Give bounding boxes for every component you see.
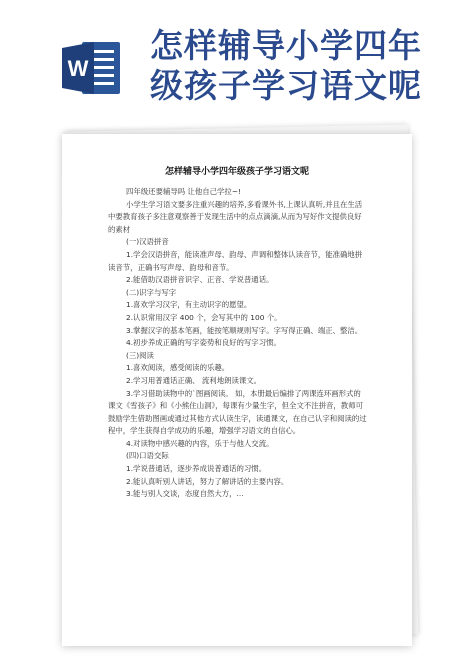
document-body xyxy=(108,186,368,501)
doc-line: 4.对读物中感兴趣的内容，乐于与他人交流。 xyxy=(126,438,274,448)
doc-line: 2.认识常用汉字 400 个，会写其中的 100 个。 xyxy=(126,312,282,322)
doc-line: 1.学会汉语拼音，能读准声母、韵母、声调和整体认读音节，能准确地拼读音节，正确书写声母、韵母和音节。 xyxy=(108,249,363,272)
banner-title-line1: 怎样辅导小学四年 xyxy=(150,26,422,65)
doc-line: 4.初步养成正确的写字姿势和良好的写字习惯。 xyxy=(126,338,281,348)
document-page xyxy=(62,134,412,646)
doc-line: 2.能借助汉语拼音识字、正音、学说普通话。 xyxy=(126,275,274,285)
banner-title xyxy=(150,26,470,106)
doc-line: 3.学习借助读物中的`图画阅读。 如，本册最后编排了两课连环画形式的课文《雪孩子》和《小熊住山洞》，每课有少量生字，但全文不注拼音，教师可鼓励学生借助图画或通过其他方式认读生字，读通课文，在自己认字和阅读的过程中，学生获得自学成功的乐趣，增强学习语文的自信心。 xyxy=(108,388,367,436)
doc-line: 1.喜欢阅读，感受阅读的乐趣。 xyxy=(126,363,230,373)
svg-text:W: W xyxy=(67,56,89,81)
doc-line: 2.学习用普通话正确、 流利地朗读课文。 xyxy=(126,375,262,385)
doc-line: 3.能与别人交谈，态度自然大方，... xyxy=(126,489,244,499)
doc-line: 3.掌握汉字的基本笔画，能按笔顺规则写字。字写得正确、端正、整洁。 xyxy=(126,325,363,335)
banner-title-line2: 级孩子学习语文呢 xyxy=(150,66,422,105)
doc-line: (三)阅读 xyxy=(126,350,154,360)
doc-line: (二)识字与写字 xyxy=(126,287,177,297)
doc-line: (一)汉语拼音 xyxy=(126,237,169,247)
document-title: 怎样辅导小学四年级孩子学习语文呢 xyxy=(164,167,309,177)
doc-line: 四年级还要辅导吗 让他自己学拉~! xyxy=(126,187,241,196)
doc-line: 1.学说普通话，逐步养成说普通话的习惯。 xyxy=(126,464,267,474)
word-doc-icon xyxy=(60,38,124,98)
doc-line: 小学生学习语文要多注重兴趣的培养,多看课外书,上课认真听,并且在生活中要教育孩子多注意观察善于发现生活中的点点滴滴,从而为写好作文提供良好的素材 xyxy=(108,199,363,234)
doc-line: (四)口语交际 xyxy=(126,451,169,461)
doc-line: 1.喜欢学习汉字，有主动识字的愿望。 xyxy=(126,300,252,310)
banner xyxy=(0,0,474,118)
doc-line: 2.能认真听别人讲话，努力了解讲话的主要内容。 xyxy=(126,476,289,486)
